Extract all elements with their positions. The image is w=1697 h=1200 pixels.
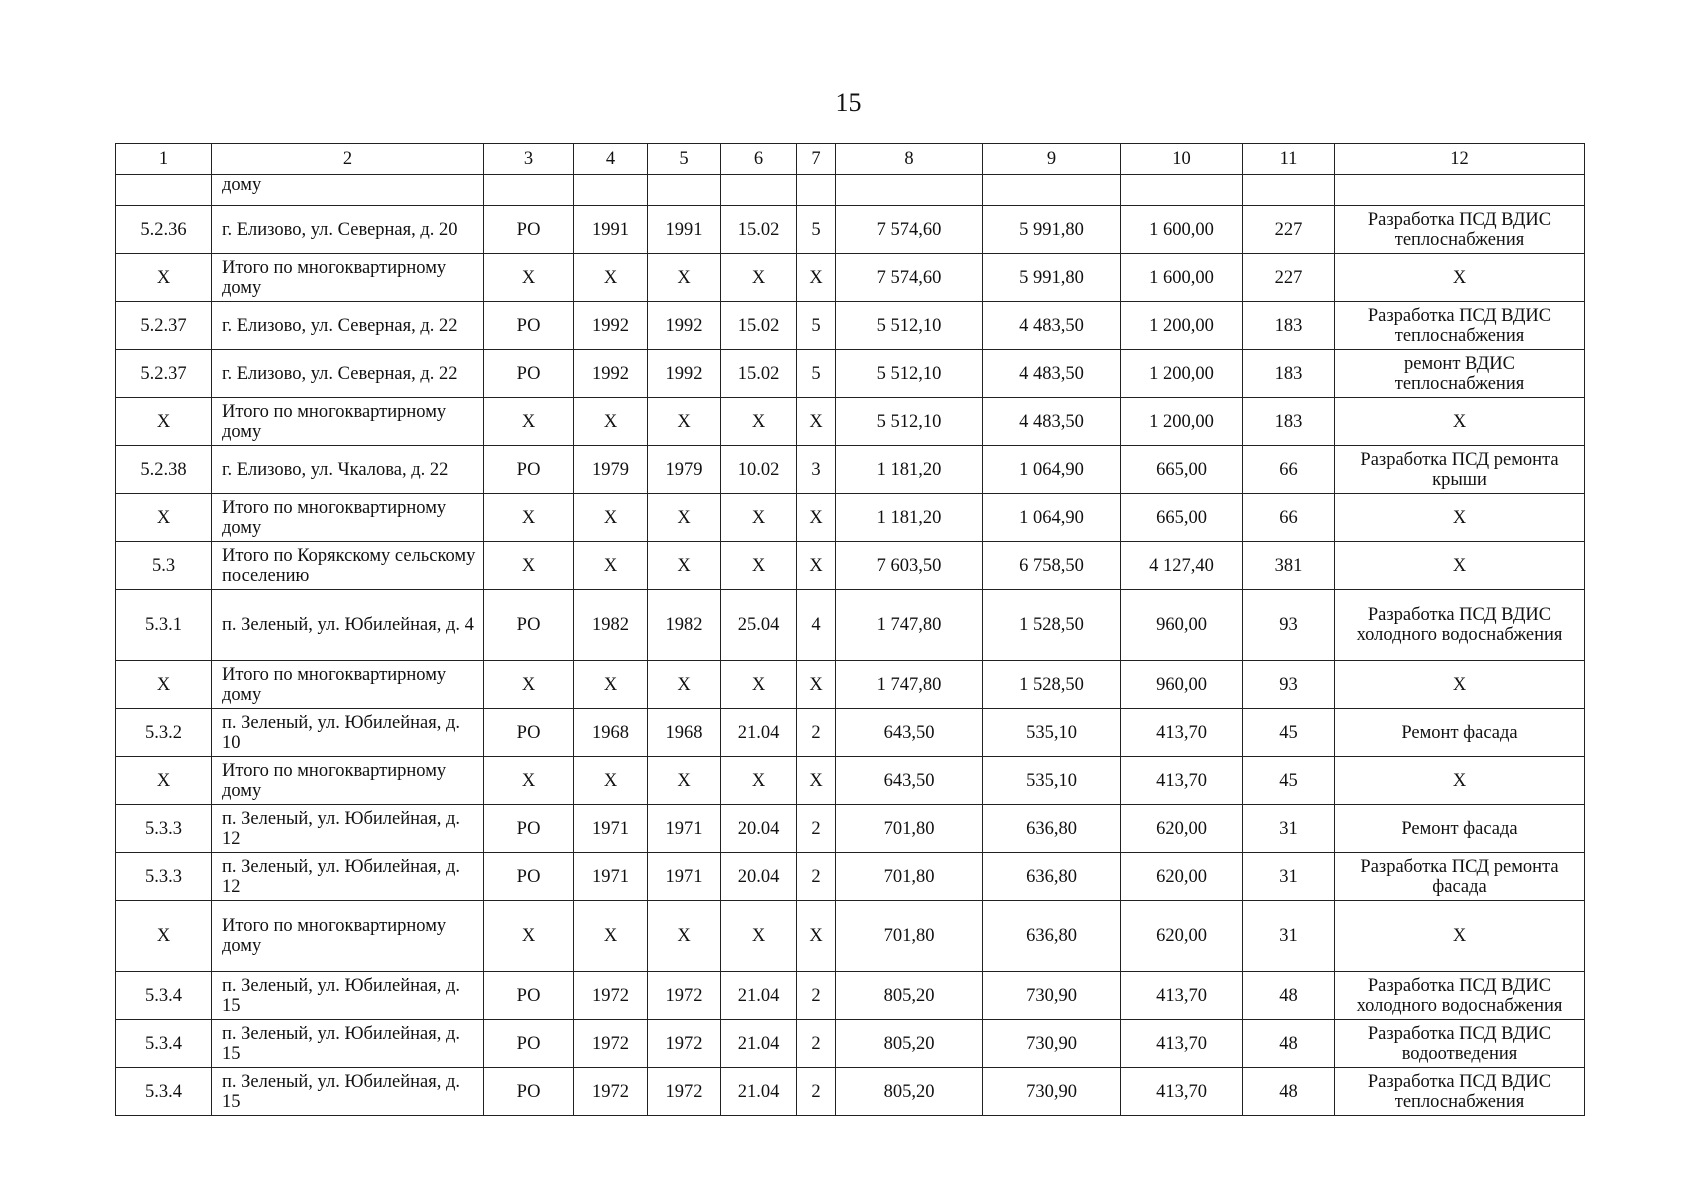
cell-col10: [1121, 175, 1243, 206]
cell-col6: Х: [721, 661, 797, 709]
cell-col12: Разработка ПСД ремонта крыши: [1335, 446, 1585, 494]
cell-col11: 183: [1243, 302, 1335, 350]
cell-col12: Х: [1335, 542, 1585, 590]
column-number: 11: [1243, 144, 1335, 175]
cell-number: 5.3.4: [116, 1020, 212, 1068]
cell-col10: 665,00: [1121, 494, 1243, 542]
table-row: [116, 206, 1585, 254]
cell-col7: 2: [797, 805, 836, 853]
cell-address: п. Зеленый, ул. Юбилейная, д. 10: [212, 709, 484, 757]
cell-col5: 1972: [648, 1068, 721, 1116]
cell-col12: Разработка ПСД ВДИС водоотведения: [1335, 1020, 1585, 1068]
cell-col4: Х: [574, 494, 648, 542]
table-row: [116, 494, 1585, 542]
cell-col4: 1968: [574, 709, 648, 757]
cell-col6: Х: [721, 542, 797, 590]
cell-col6: [721, 175, 797, 206]
cell-col3: Х: [484, 901, 574, 972]
cell-col6: 20.04: [721, 805, 797, 853]
column-number: 7: [797, 144, 836, 175]
cell-col12: Х: [1335, 398, 1585, 446]
continuation-row: [116, 175, 1585, 206]
cell-col6: Х: [721, 398, 797, 446]
cell-col12: Разработка ПСД ВДИС холодного водоснабжения: [1335, 972, 1585, 1020]
cell-col7: [797, 175, 836, 206]
cell-col4: 1972: [574, 1020, 648, 1068]
cell-col7: Х: [797, 494, 836, 542]
cell-address: Итого по Корякскому сельскому поселению: [212, 542, 484, 590]
cell-col4: 1971: [574, 805, 648, 853]
cell-col6: 21.04: [721, 972, 797, 1020]
cell-col3: Х: [484, 542, 574, 590]
table-row: [116, 254, 1585, 302]
cell-col8: [836, 175, 983, 206]
repair-register-table: [115, 143, 1585, 1116]
cell-col4: Х: [574, 254, 648, 302]
cell-col10: 413,70: [1121, 1020, 1243, 1068]
table-row: [116, 853, 1585, 901]
cell-address: Итого по многоквартирному дому: [212, 398, 484, 446]
cell-col10: 4 127,40: [1121, 542, 1243, 590]
cell-col11: 45: [1243, 709, 1335, 757]
cell-col4: 1979: [574, 446, 648, 494]
cell-number: 5.3.4: [116, 972, 212, 1020]
cell-col9: [983, 175, 1121, 206]
cell-col12: Х: [1335, 661, 1585, 709]
cell-address: п. Зеленый, ул. Юбилейная, д. 12: [212, 853, 484, 901]
cell-number: 5.2.38: [116, 446, 212, 494]
cell-col9: 5 991,80: [983, 254, 1121, 302]
cell-col7: 2: [797, 709, 836, 757]
cell-col12: [1335, 175, 1585, 206]
cell-col4: 1972: [574, 1068, 648, 1116]
cell-col9: 636,80: [983, 901, 1121, 972]
table-row: [116, 1068, 1585, 1116]
cell-col3: РО: [484, 206, 574, 254]
cell-col5: 1982: [648, 590, 721, 661]
cell-col11: [1243, 175, 1335, 206]
table-row: [116, 398, 1585, 446]
cell-col12: Разработка ПСД ремонта фасада: [1335, 853, 1585, 901]
cell-col9: 636,80: [983, 853, 1121, 901]
cell-col10: 413,70: [1121, 972, 1243, 1020]
cell-col10: 413,70: [1121, 709, 1243, 757]
cell-col4: Х: [574, 757, 648, 805]
cell-col10: 413,70: [1121, 757, 1243, 805]
cell-col5: 1972: [648, 1020, 721, 1068]
cell-col6: Х: [721, 901, 797, 972]
table-row: [116, 709, 1585, 757]
cell-col7: 2: [797, 1020, 836, 1068]
cell-col3: РО: [484, 853, 574, 901]
cell-col10: 1 200,00: [1121, 350, 1243, 398]
cell-col3: РО: [484, 446, 574, 494]
cell-col9: 1 064,90: [983, 446, 1121, 494]
cell-col11: 45: [1243, 757, 1335, 805]
cell-number: Х: [116, 254, 212, 302]
cell-col9: 5 991,80: [983, 206, 1121, 254]
cell-col7: 2: [797, 853, 836, 901]
cell-number: [116, 175, 212, 206]
cell-col7: Х: [797, 757, 836, 805]
cell-col12: Ремонт фасада: [1335, 709, 1585, 757]
cell-col8: 805,20: [836, 1068, 983, 1116]
cell-col3: Х: [484, 494, 574, 542]
cell-col9: 730,90: [983, 1068, 1121, 1116]
cell-col7: 2: [797, 1068, 836, 1116]
cell-col10: 1 600,00: [1121, 206, 1243, 254]
cell-col7: Х: [797, 398, 836, 446]
cell-number: 5.3: [116, 542, 212, 590]
cell-col3: Х: [484, 757, 574, 805]
cell-address: г. Елизово, ул. Чкалова, д. 22: [212, 446, 484, 494]
table-row: [116, 972, 1585, 1020]
cell-col12: ремонт ВДИС теплоснабжения: [1335, 350, 1585, 398]
column-number: 1: [116, 144, 212, 175]
cell-col10: 665,00: [1121, 446, 1243, 494]
cell-col8: 1 181,20: [836, 494, 983, 542]
cell-col7: Х: [797, 542, 836, 590]
cell-col8: 1 747,80: [836, 590, 983, 661]
cell-col9: 535,10: [983, 757, 1121, 805]
cell-col6: 15.02: [721, 206, 797, 254]
cell-col6: 15.02: [721, 350, 797, 398]
cell-col10: 620,00: [1121, 805, 1243, 853]
cell-col12: Х: [1335, 757, 1585, 805]
cell-col6: Х: [721, 494, 797, 542]
cell-col5: 1979: [648, 446, 721, 494]
cell-col5: 1991: [648, 206, 721, 254]
cell-col3: РО: [484, 590, 574, 661]
cell-col10: 620,00: [1121, 853, 1243, 901]
cell-col9: 636,80: [983, 805, 1121, 853]
cell-col3: РО: [484, 972, 574, 1020]
cell-col9: 730,90: [983, 1020, 1121, 1068]
cell-col12: Х: [1335, 254, 1585, 302]
cell-number: 5.2.37: [116, 302, 212, 350]
cell-col11: 381: [1243, 542, 1335, 590]
cell-col8: 701,80: [836, 901, 983, 972]
cell-col12: Ремонт фасада: [1335, 805, 1585, 853]
cell-col3: РО: [484, 350, 574, 398]
cell-col8: 701,80: [836, 805, 983, 853]
cell-col4: 1991: [574, 206, 648, 254]
cell-col8: 1 181,20: [836, 446, 983, 494]
cell-col5: 1992: [648, 350, 721, 398]
cell-col9: 4 483,50: [983, 350, 1121, 398]
cell-address: г. Елизово, ул. Северная, д. 22: [212, 302, 484, 350]
cell-col12: Х: [1335, 901, 1585, 972]
cell-col7: Х: [797, 254, 836, 302]
cell-address: п. Зеленый, ул. Юбилейная, д. 15: [212, 1068, 484, 1116]
cell-col5: Х: [648, 757, 721, 805]
cell-col5: Х: [648, 494, 721, 542]
cell-col10: 413,70: [1121, 1068, 1243, 1116]
cell-col3: РО: [484, 805, 574, 853]
cell-col9: 4 483,50: [983, 302, 1121, 350]
cell-number: 5.3.3: [116, 805, 212, 853]
cell-number: Х: [116, 661, 212, 709]
cell-col3: Х: [484, 661, 574, 709]
cell-col3: Х: [484, 254, 574, 302]
cell-col7: 2: [797, 972, 836, 1020]
cell-col6: 21.04: [721, 709, 797, 757]
cell-col8: 1 747,80: [836, 661, 983, 709]
cell-address: п. Зеленый, ул. Юбилейная, д. 12: [212, 805, 484, 853]
cell-col11: 183: [1243, 398, 1335, 446]
cell-col7: 4: [797, 590, 836, 661]
cell-col4: Х: [574, 398, 648, 446]
cell-col3: Х: [484, 398, 574, 446]
cell-address: Итого по многоквартирному дому: [212, 661, 484, 709]
cell-col8: 5 512,10: [836, 302, 983, 350]
cell-col7: 5: [797, 302, 836, 350]
cell-col12: Разработка ПСД ВДИС холодного водоснабжения: [1335, 590, 1585, 661]
cell-col11: 31: [1243, 805, 1335, 853]
cell-col6: 21.04: [721, 1068, 797, 1116]
cell-col3: РО: [484, 1020, 574, 1068]
cell-col4: [574, 175, 648, 206]
table-row: [116, 446, 1585, 494]
cell-col8: 7 574,60: [836, 206, 983, 254]
cell-col9: 4 483,50: [983, 398, 1121, 446]
cell-col9: 535,10: [983, 709, 1121, 757]
cell-col7: 3: [797, 446, 836, 494]
cell-col4: Х: [574, 542, 648, 590]
table-row: [116, 350, 1585, 398]
cell-col6: Х: [721, 757, 797, 805]
cell-col5: Х: [648, 661, 721, 709]
cell-col7: Х: [797, 901, 836, 972]
cell-col3: РО: [484, 709, 574, 757]
column-number: 3: [484, 144, 574, 175]
cell-number: Х: [116, 757, 212, 805]
cell-col4: 1971: [574, 853, 648, 901]
cell-col4: Х: [574, 661, 648, 709]
column-number: 9: [983, 144, 1121, 175]
table-row: [116, 805, 1585, 853]
cell-col11: 66: [1243, 446, 1335, 494]
cell-col9: 1 528,50: [983, 590, 1121, 661]
cell-col8: 701,80: [836, 853, 983, 901]
cell-col7: 5: [797, 206, 836, 254]
cell-address: п. Зеленый, ул. Юбилейная, д. 15: [212, 1020, 484, 1068]
cell-col6: 21.04: [721, 1020, 797, 1068]
cell-col8: 643,50: [836, 757, 983, 805]
cell-col8: 7 603,50: [836, 542, 983, 590]
cell-number: Х: [116, 398, 212, 446]
cell-address: г. Елизово, ул. Северная, д. 20: [212, 206, 484, 254]
cell-col11: 48: [1243, 1020, 1335, 1068]
cell-col5: Х: [648, 398, 721, 446]
cell-number: 5.3.3: [116, 853, 212, 901]
cell-col6: 25.04: [721, 590, 797, 661]
cell-col3: [484, 175, 574, 206]
column-number-row: [116, 144, 1585, 175]
table-row: [116, 302, 1585, 350]
cell-number: 5.3.1: [116, 590, 212, 661]
table-row: [116, 590, 1585, 661]
cell-col5: 1968: [648, 709, 721, 757]
cell-col8: 643,50: [836, 709, 983, 757]
cell-col11: 48: [1243, 1068, 1335, 1116]
cell-col5: [648, 175, 721, 206]
cell-col4: Х: [574, 901, 648, 972]
cell-col5: Х: [648, 254, 721, 302]
cell-col10: 1 600,00: [1121, 254, 1243, 302]
cell-col6: 10.02: [721, 446, 797, 494]
cell-col8: 805,20: [836, 972, 983, 1020]
cell-col5: 1971: [648, 805, 721, 853]
cell-col10: 1 200,00: [1121, 398, 1243, 446]
cell-col10: 1 200,00: [1121, 302, 1243, 350]
table-row: [116, 757, 1585, 805]
table-row: [116, 901, 1585, 972]
cell-col5: 1972: [648, 972, 721, 1020]
cell-address: г. Елизово, ул. Северная, д. 22: [212, 350, 484, 398]
cell-col5: 1971: [648, 853, 721, 901]
cell-col6: 15.02: [721, 302, 797, 350]
cell-number: 5.2.36: [116, 206, 212, 254]
cell-col9: 6 758,50: [983, 542, 1121, 590]
cell-col7: 5: [797, 350, 836, 398]
column-number: 5: [648, 144, 721, 175]
cell-col12: Разработка ПСД ВДИС теплоснабжения: [1335, 1068, 1585, 1116]
cell-col8: 5 512,10: [836, 398, 983, 446]
cell-col4: 1992: [574, 350, 648, 398]
cell-col6: Х: [721, 254, 797, 302]
table-row: [116, 661, 1585, 709]
cell-col11: 227: [1243, 206, 1335, 254]
cell-col8: 5 512,10: [836, 350, 983, 398]
cell-col11: 93: [1243, 661, 1335, 709]
cell-number: Х: [116, 494, 212, 542]
cell-address: п. Зеленый, ул. Юбилейная, д. 4: [212, 590, 484, 661]
cell-col3: РО: [484, 1068, 574, 1116]
column-number: 2: [212, 144, 484, 175]
cell-col4: 1992: [574, 302, 648, 350]
cell-col11: 183: [1243, 350, 1335, 398]
cell-col10: 960,00: [1121, 590, 1243, 661]
cell-address: Итого по многоквартирному дому: [212, 254, 484, 302]
table-row: [116, 1020, 1585, 1068]
cell-col10: 960,00: [1121, 661, 1243, 709]
cell-col5: Х: [648, 542, 721, 590]
column-number: 6: [721, 144, 797, 175]
cell-number: 5.3.4: [116, 1068, 212, 1116]
cell-col4: 1982: [574, 590, 648, 661]
cell-address: Итого по многоквартирному дому: [212, 757, 484, 805]
table-row: [116, 542, 1585, 590]
cell-col8: 805,20: [836, 1020, 983, 1068]
cell-number: 5.3.2: [116, 709, 212, 757]
cell-col12: Разработка ПСД ВДИС теплоснабжения: [1335, 206, 1585, 254]
column-number: 8: [836, 144, 983, 175]
cell-col7: Х: [797, 661, 836, 709]
page-number: 15: [835, 88, 862, 117]
cell-col3: РО: [484, 302, 574, 350]
cell-col12: Разработка ПСД ВДИС теплоснабжения: [1335, 302, 1585, 350]
cell-col11: 31: [1243, 853, 1335, 901]
column-number: 12: [1335, 144, 1585, 175]
cell-col8: 7 574,60: [836, 254, 983, 302]
cell-col11: 31: [1243, 901, 1335, 972]
cell-col5: 1992: [648, 302, 721, 350]
cell-col11: 48: [1243, 972, 1335, 1020]
cell-col5: Х: [648, 901, 721, 972]
cell-address: п. Зеленый, ул. Юбилейная, д. 15: [212, 972, 484, 1020]
cell-col4: 1972: [574, 972, 648, 1020]
cell-col11: 93: [1243, 590, 1335, 661]
cell-col12: Х: [1335, 494, 1585, 542]
cell-address: Итого по многоквартирному дому: [212, 901, 484, 972]
cell-address: Итого по многоквартирному дому: [212, 494, 484, 542]
cell-col10: 620,00: [1121, 901, 1243, 972]
cell-col11: 66: [1243, 494, 1335, 542]
cell-number: Х: [116, 901, 212, 972]
cell-col11: 227: [1243, 254, 1335, 302]
cell-address: дому: [212, 175, 484, 206]
cell-col9: 1 064,90: [983, 494, 1121, 542]
cell-col6: 20.04: [721, 853, 797, 901]
cell-number: 5.2.37: [116, 350, 212, 398]
column-number: 10: [1121, 144, 1243, 175]
column-number: 4: [574, 144, 648, 175]
cell-col9: 1 528,50: [983, 661, 1121, 709]
cell-col9: 730,90: [983, 972, 1121, 1020]
